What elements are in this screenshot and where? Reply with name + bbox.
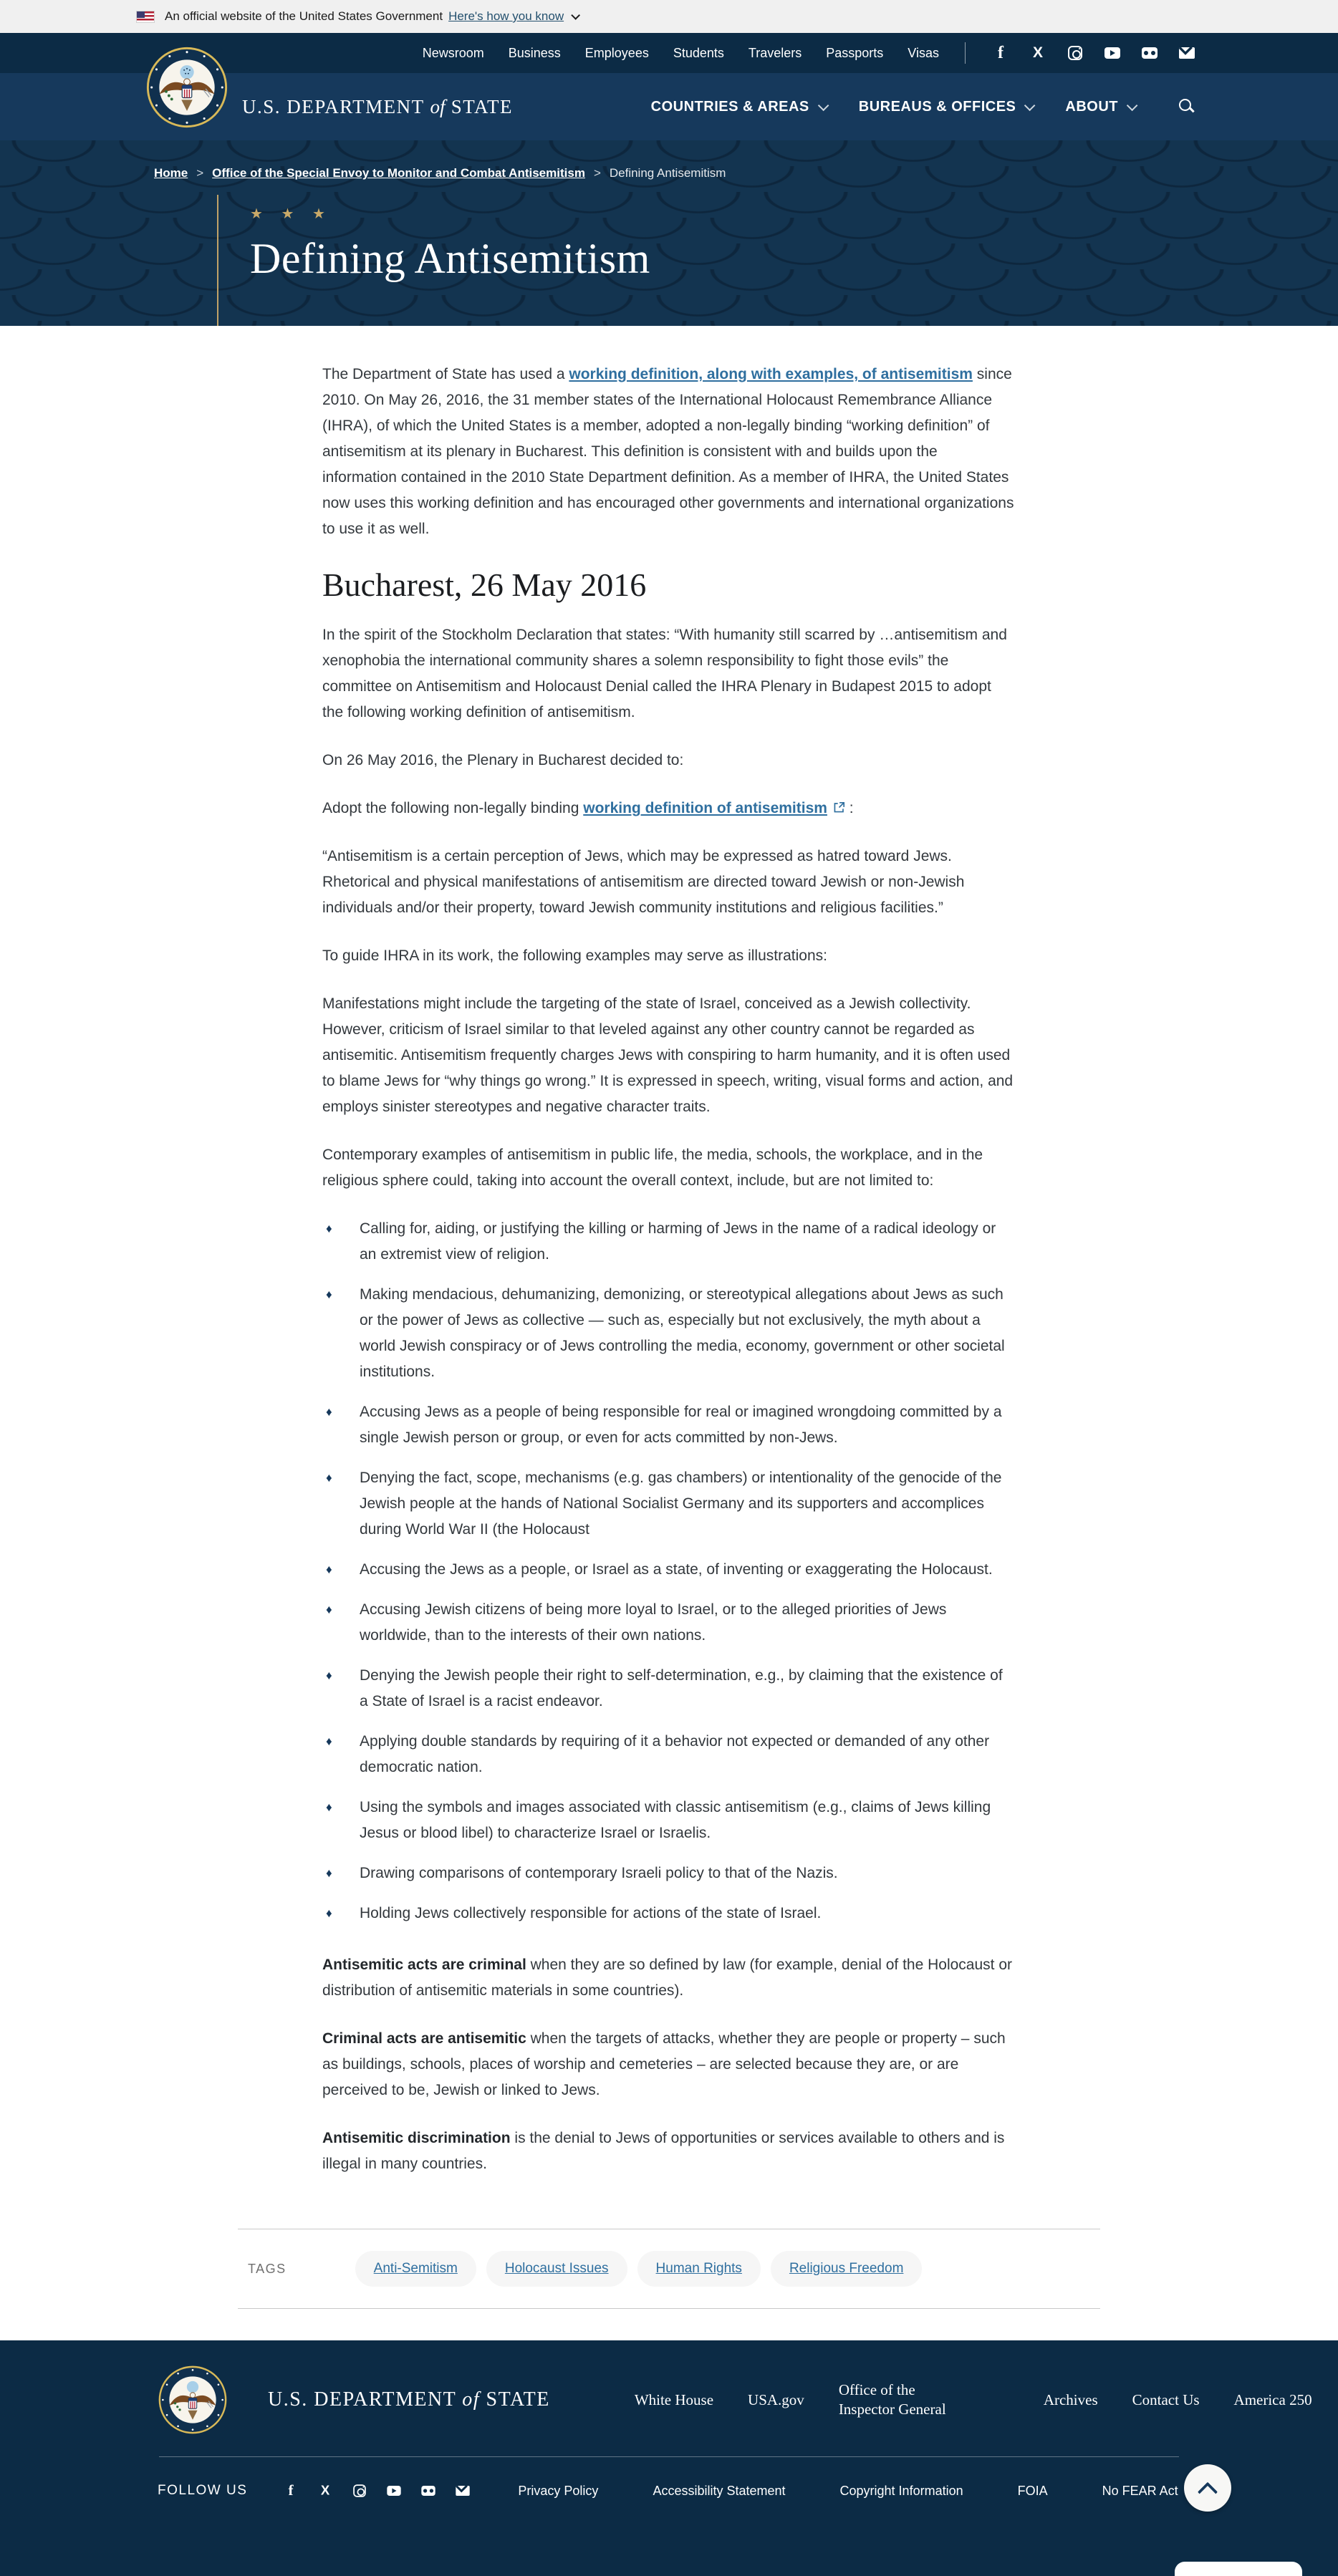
follow-us-label: FOLLOW US <box>158 2483 248 2498</box>
page-title: Defining Antisemitism <box>250 235 650 282</box>
closing-paragraphs <box>322 1952 1014 2177</box>
utility-nav-link[interactable]: Business <box>508 45 561 60</box>
closing-paragraph: Antisemitic discrimination is the denial to Jews of opportunities or services available to others and is illegal in many countries. <box>322 2130 1005 2172</box>
footer-link[interactable]: America 250 <box>1233 2391 1312 2408</box>
agency-name: U.S. DEPARTMENT of STATE <box>242 95 514 117</box>
footer-link[interactable]: Archives <box>1043 2391 1098 2408</box>
utility-nav-link[interactable]: Passports <box>826 45 884 60</box>
guide-paragraph: To guide IHRA in its work, the following examples may serve as illustrations: <box>322 947 827 964</box>
divider <box>965 42 966 64</box>
breadcrumb-office[interactable]: Office of the Special Envoy to Monitor and Combat Antisemitism <box>212 166 585 180</box>
youtube-icon[interactable] <box>1103 44 1122 62</box>
social-icons <box>991 44 1196 62</box>
breadcrumb <box>154 166 1338 180</box>
legal-link[interactable]: Accessibility Statement <box>653 2483 786 2498</box>
email-icon[interactable] <box>1178 44 1196 62</box>
footer-link[interactable]: USA.gov <box>748 2391 804 2408</box>
back-to-top-button[interactable] <box>1184 2464 1231 2512</box>
breadcrumb-current: Defining Antisemitism <box>609 166 726 180</box>
gov-banner <box>0 0 1338 33</box>
example-item: ♦ Using the symbols and images associated with classic antisemitism (e.g., claims of Jews killing Jesus or blood libel) to characterize Israel or Israelis. <box>322 1795 1014 1846</box>
example-item: ♦ Accusing the Jews as a people, or Israel as a state, of inventing or exaggerating the Holocaust. <box>322 1557 1014 1583</box>
example-item: ♦ Accusing Jewish citizens of being more loyal to Israel, or to the alleged priorities of Jews worldwide, than to the interests of their own nations. <box>322 1597 1014 1649</box>
tag-pill[interactable]: Human Rights <box>637 2251 761 2287</box>
legal-link[interactable]: FOIA <box>1017 2483 1048 2498</box>
closing-paragraph: Criminal acts are antisemitic when the targets of attacks, whether they are people or property – such as buildings, schools, places of worship and cemeteries – are selected because they are, or are perceived to be, Jewish or linked to Jews. <box>322 2030 1006 2098</box>
hero-banner <box>0 140 1338 326</box>
example-item: ♦ Accusing Jews as a people of being responsible for real or imagined wrongdoing committed by a single Jewish person or group, or even for acts committed by non-Jews. <box>322 1399 1014 1451</box>
main-nav-item[interactable]: COUNTRIES & AREAS <box>651 99 826 115</box>
main-nav <box>651 97 1196 116</box>
article <box>322 362 1014 2177</box>
working-definition-link[interactable]: working definition of antisemitism <box>583 800 827 816</box>
main-nav-item[interactable]: ABOUT <box>1065 99 1135 115</box>
hero-title-block <box>217 195 1338 326</box>
footer-link[interactable]: White House <box>634 2391 714 2408</box>
chevron-down-icon <box>1127 100 1138 111</box>
legal-link[interactable]: Privacy Policy <box>518 2483 599 2498</box>
x-icon[interactable] <box>317 2483 334 2499</box>
footer-top-row <box>0 2340 1338 2435</box>
breadcrumb-separator: > <box>196 166 204 180</box>
utility-nav-link[interactable]: Visas <box>908 45 939 60</box>
utility-nav-link[interactable]: Employees <box>584 45 649 60</box>
utility-nav-link[interactable]: Travelers <box>748 45 802 60</box>
us-flag-icon <box>136 11 155 23</box>
main-header <box>0 73 1338 140</box>
flickr-icon[interactable] <box>420 2483 437 2499</box>
example-item: ♦ Drawing comparisons of contemporary Israeli policy to that of the Nazis. <box>322 1861 1014 1886</box>
chevron-down-icon <box>818 100 829 111</box>
footer-social-icons <box>281 2481 472 2500</box>
state-department-seal <box>158 2365 228 2435</box>
facebook-icon[interactable] <box>283 2483 299 2499</box>
working-definition-examples-link[interactable]: working definition, along with examples, of antisemitism <box>569 366 973 382</box>
chevron-down-icon[interactable] <box>571 11 580 20</box>
banner-how-link[interactable]: Here's how you know <box>448 9 564 23</box>
example-item: ♦ Calling for, aiding, or justifying the killing or harming of Jews in the name of a radical ideology or an extremist view of religion. <box>322 1216 1014 1268</box>
tag-pill[interactable]: Religious Freedom <box>771 2251 922 2287</box>
decided-paragraph: On 26 May 2016, the Plenary in Bucharest decided to: <box>322 752 684 768</box>
tag-pill[interactable]: Holocaust Issues <box>486 2251 627 2287</box>
utility-nav-link[interactable]: Newsroom <box>422 45 484 60</box>
utility-nav-link[interactable]: Students <box>673 45 724 60</box>
footer-bottom-row <box>0 2457 1338 2500</box>
facebook-icon[interactable] <box>991 44 1010 62</box>
legal-links <box>518 2484 1178 2499</box>
search-icon[interactable] <box>1178 97 1196 116</box>
instagram-icon[interactable] <box>352 2483 368 2499</box>
example-item: ♦ Holding Jews collectively responsible for actions of the state of Israel. <box>322 1901 1014 1926</box>
utility-links <box>423 46 939 61</box>
footer-agency-name: U.S. DEPARTMENT of STATE <box>268 2388 550 2411</box>
instagram-icon[interactable] <box>1066 44 1084 62</box>
chevron-down-icon <box>1024 100 1036 111</box>
chevron-up-icon <box>1198 2482 1218 2502</box>
external-link-icon <box>833 801 845 814</box>
example-item: ♦ Making mendacious, dehumanizing, demonizing, or stereotypical allegations about Jews as such or the power of Jews as collective — such as, especially but not exclusively, the myth about a world Jewish conspiracy or of Jews controlling the media, economy, government or other societal institutions. <box>322 1282 1014 1385</box>
example-item: ♦ Denying the fact, scope, mechanisms (e.g. gas chambers) or intentionality of the genocide of the Jewish people at the hands of National Socialist Germany and its supporters and accomplices during World War II (the Holocaust <box>322 1465 1014 1543</box>
main-nav-menu <box>651 99 1135 115</box>
closing-paragraph: Antisemitic acts are criminal when they are so defined by law (for example, denial of the Holocaust or distribution of antisemitic materials in some countries). <box>322 1957 1013 1999</box>
legal-link[interactable]: No FEAR Act <box>1102 2483 1178 2498</box>
legal-link[interactable]: Copyright Information <box>839 2483 963 2498</box>
definition-quote: “Antisemitism is a certain perception of Jews, which may be expressed as hatred toward Jews. Rhetorical and physical manifestations of antisemitism are directed toward Jewish or non-Jewish individuals and/or their property, toward Jewish community institutions and religious facilities.” <box>322 848 965 916</box>
tags-section <box>238 2229 1100 2309</box>
contemporary-paragraph: Contemporary examples of antisemitism in public life, the media, schools, the workplace, and in the religious sphere could, taking into account the overall context, include, but are not limited to: <box>322 1147 983 1189</box>
example-item: ♦ Denying the Jewish people their right to self-determination, e.g., by claiming that the existence of a State of Israel is a racist endeavor. <box>322 1663 1014 1714</box>
footer-link[interactable]: Office of the Inspector General <box>838 2381 946 2418</box>
adopt-paragraph: Adopt the following non-legally binding working definition of antisemitism : <box>322 800 854 816</box>
intro-paragraph: The Department of State has used a working definition, along with examples, of antisemitism since 2010. On May 26, 2016, the 31 member states of the International Holocaust Remembrance Alliance (IHRA), of which the United States is a member, adopted a non-legally binding “working definition” of antisemitism at its plenary in Bucharest. This definition is consistent with and builds upon the information contained in the 2010 State Department definition. As a member of IHRA, the United States now uses this working definition and has encouraged other governments and international organizations to use it as well. <box>322 366 1014 537</box>
examples-list <box>322 1216 1014 1926</box>
section-heading: Bucharest, 26 May 2016 <box>322 566 647 603</box>
stars-decoration: ★ ★ ★ <box>250 206 332 222</box>
youtube-icon[interactable] <box>386 2483 403 2499</box>
footer <box>0 2340 1338 2576</box>
tag-pill[interactable]: Anti-Semitism <box>355 2251 476 2287</box>
state-department-seal <box>145 46 228 129</box>
flickr-icon[interactable] <box>1140 44 1159 62</box>
manifestations-paragraph: Manifestations might include the targeting of the state of Israel, conceived as a Jewish collectivity. However, criticism of Israel similar to that leveled against any other country cannot be regarded as antisemitic. Antisemitism frequently charges Jews with conspiring to harm humanity, and it is often used to blame Jews for “why things go wrong.” It is expressed in speech, writing, visual forms and action, and employs sinister stereotypes and negative character traits. <box>322 995 1014 1115</box>
email-icon[interactable] <box>455 2483 471 2499</box>
spirit-paragraph: In the spirit of the Stockholm Declaration that states: “With humanity still scarred by …antisemitism and xenophobia the international community shares a solemn responsibility to fight those evils” the committee on Antisemitism and Holocaust Denial called the IHRA Plenary in Budapest 2015 to adopt the following working definition of antisemitism. <box>322 627 1007 720</box>
tags-label: TAGS <box>248 2261 287 2276</box>
tags-list <box>355 2251 933 2287</box>
main-nav-item[interactable]: BUREAUS & OFFICES <box>859 99 1033 115</box>
breadcrumb-home[interactable]: Home <box>154 166 188 180</box>
x-icon[interactable] <box>1029 44 1047 62</box>
page-content <box>0 326 1338 2380</box>
footer-link[interactable]: Contact Us <box>1132 2391 1200 2408</box>
banner-text: An official website of the United States Government <box>165 9 443 23</box>
bottom-right-widget[interactable] <box>1175 2562 1302 2576</box>
breadcrumb-separator: > <box>593 166 601 180</box>
footer-links <box>635 2380 1312 2419</box>
example-item: ♦ Applying double standards by requiring of it a behavior not expected or demanded of any other democratic nation. <box>322 1729 1014 1780</box>
